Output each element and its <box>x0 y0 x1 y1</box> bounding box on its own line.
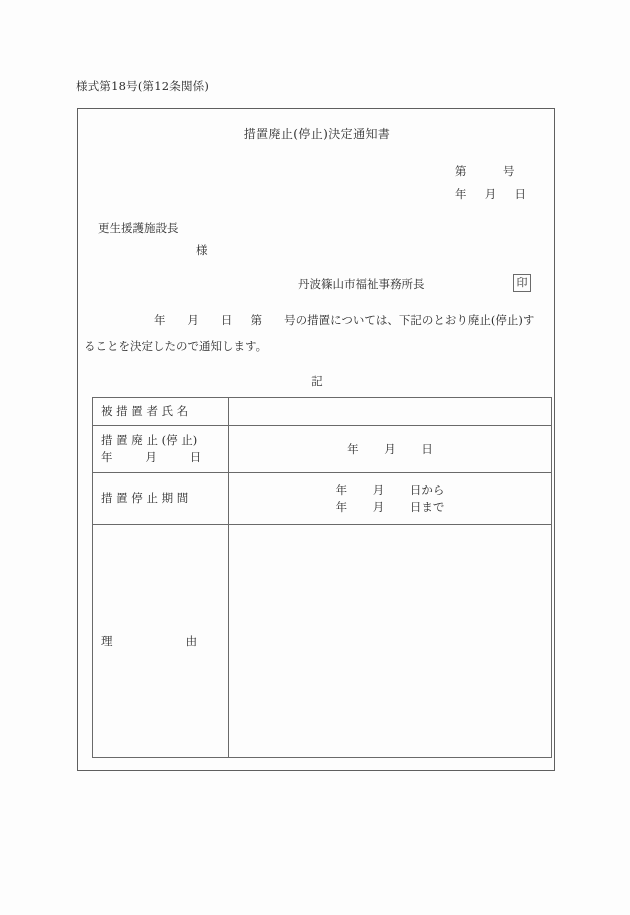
issuer-row <box>98 274 538 296</box>
label-reason-text: 理 由 <box>101 633 198 648</box>
body-paragraph-line-1: 年 月 日 第 号の措置については、下記のとおり廃止(停止)す <box>154 313 535 327</box>
value-suspension-period-from: 年 月 日から <box>335 482 445 497</box>
seal-stamp-icon: 印 <box>513 274 531 292</box>
issuer-name: 丹波篠山市福祉事務所長 <box>298 277 425 291</box>
value-reason[interactable] <box>229 525 552 758</box>
reference-number-line: 第 号 <box>454 164 515 178</box>
reference-date-line: 年 月 日 <box>454 187 526 201</box>
table-row-reason <box>93 525 552 758</box>
label-suspension-period <box>93 473 229 525</box>
value-abolition-date-text: 年 月 日 <box>347 441 433 456</box>
value-suspension-period-to: 年 月 日まで <box>335 499 445 514</box>
addressee-honorific: 様 <box>196 243 208 257</box>
body-paragraph-line-2: ることを決定したので通知します。 <box>84 339 268 353</box>
document-title: 措置廃止(停止)決定通知書 <box>243 127 391 141</box>
table-row-recipient-name <box>93 398 552 426</box>
body-paragraph <box>84 307 550 359</box>
addressee-block <box>98 217 208 261</box>
value-recipient-name[interactable] <box>229 398 552 426</box>
label-recipient-name-text: 被 措 置 者 氏 名 <box>101 404 189 418</box>
addressee-name: 更生援護施設長 <box>98 221 179 235</box>
form-number-label: 様式第18号(第12条関係) <box>76 79 210 93</box>
label-reason <box>93 525 229 758</box>
table-row-abolition-date <box>93 426 552 473</box>
label-abolition-date-line-1: 措 置 廃 止 (停 止) <box>101 433 198 447</box>
document-frame <box>77 108 555 771</box>
value-suspension-period[interactable] <box>229 473 552 525</box>
label-abolition-date <box>93 426 229 473</box>
label-abolition-date-line-2: 年 月 日 <box>101 450 202 464</box>
particulars-table <box>92 397 552 758</box>
ki-marker: 記 <box>311 374 323 388</box>
reference-block <box>455 160 526 206</box>
value-abolition-date[interactable] <box>229 426 552 473</box>
label-suspension-period-text: 措 置 停 止 期 間 <box>101 491 189 505</box>
label-recipient-name <box>93 398 229 426</box>
table-row-suspension-period <box>93 473 552 525</box>
